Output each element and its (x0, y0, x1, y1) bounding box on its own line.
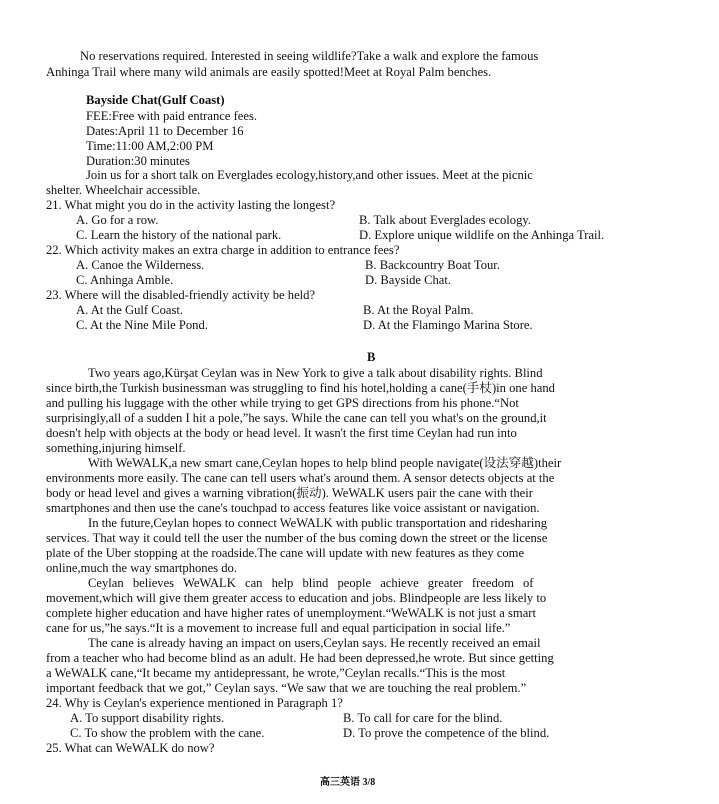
passage-line: complete higher education and have higher rates of unemployment.“WeWALK is not just a smart (46, 606, 536, 620)
option-c: C. At the Nine Mile Pond. (76, 318, 208, 332)
activity-description: Join us for a short talk on Everglades ecology,history,and other issues. Meet at the picnic (86, 168, 533, 182)
intro-line: No reservations required. Interested in seeing wildlife?Take a walk and explore the famous (80, 49, 539, 63)
passage-line: The cane is already having an impact on users,Ceylan says. He recently received an email (88, 636, 541, 650)
question-stem: 21. What might you do in the activity lasting the longest? (46, 198, 336, 212)
activity-description: shelter. Wheelchair accessible. (46, 183, 201, 197)
passage-line: smartphones and then use the cane's touchpad to access features like voice assistant or navigation. (46, 501, 540, 515)
option-d: D. At the Flamingo Marina Store. (363, 318, 533, 332)
option-a: A. To support disability rights. (70, 711, 225, 725)
passage-line: Two years ago,Kürşat Ceylan was in New York to give a talk about disability rights. Blind (88, 366, 543, 380)
passage-line: services. That way it could tell the user the number of the bus coming down the street or the license (46, 531, 548, 545)
passage-line: surprisingly,all of a sudden I hit a pole,”he says. While the cane can tell you what's on the ground,it (46, 411, 547, 425)
passage-line: something,injuring himself. (46, 441, 186, 455)
passage-line: With WeWALK,a new smart cane,Ceylan hopes to help blind people navigate(设法穿越)their (88, 456, 562, 470)
passage-line: environments more easily. The cane can tell users what's around them. A sensor detects objects at the (46, 471, 555, 485)
passage-line: a WeWALK cane,“It became my antidepressant, he wrote,”Ceylan recalls.“This is the most (46, 666, 506, 680)
passage-line: In the future,Ceylan hopes to connect WeWALK with public transportation and ridesharing (88, 516, 548, 530)
passage-line: Ceylan believes WeWALK can help blind people achieve greater freedom of (88, 576, 534, 590)
option-d: D. Bayside Chat. (365, 273, 452, 287)
activity-duration: Duration:30 minutes (86, 154, 190, 168)
option-b: B. To call for care for the blind. (343, 711, 503, 725)
passage-line: from a teacher who had become blind as an adult. He had been depressed,he wrote. But since getting (46, 651, 554, 665)
passage-line: doesn't help with objects at the body or head level. It wasn't the first time Ceylan had run into (46, 426, 517, 440)
question-stem: 24. Why is Ceylan's experience mentioned in Paragraph 1? (46, 696, 343, 710)
option-a: A. At the Gulf Coast. (76, 303, 184, 317)
activity-dates: Dates:April 11 to December 16 (86, 124, 244, 138)
option-c: C. Learn the history of the national park. (76, 228, 282, 242)
passage-line: since birth,the Turkish businessman was struggling to find his hotel,holding a cane(手杖)in one hand (46, 381, 555, 395)
passage-line: movement,which will give them greater access to education and jobs. Blindpeople are less likely to (46, 591, 547, 605)
option-c: C. To show the problem with the cane. (70, 726, 265, 740)
question-stem: 25. What can WeWALK do now? (46, 741, 215, 755)
option-d: D. To prove the competence of the blind. (343, 726, 550, 740)
option-c: C. Anhinga Amble. (76, 273, 174, 287)
passage-line: important feedback that we got,” Ceylan says. “We saw that we are touching the real problem.” (46, 681, 527, 695)
passage-line: plate of the Uber stopping at the roadside.The cane will update with new features as they come (46, 546, 525, 560)
passage-line: cane for us,”he says.“It is a movement to increase full and equal participation in social life.” (46, 621, 511, 635)
passage-line: online,much the way smartphones do. (46, 561, 237, 575)
question-stem: 23. Where will the disabled-friendly activity be held? (46, 288, 316, 302)
activity-time: Time:11:00 AM,2:00 PM (86, 139, 214, 153)
page-footer: 高三英语 3/8 (320, 777, 376, 788)
option-a: A. Canoe the Wilderness. (76, 258, 205, 272)
passage-line: and pulling his luggage with the other while trying to get GPS directions from his phone.“Not (46, 396, 519, 410)
activity-fee: FEE:Free with paid entrance fees. (86, 109, 257, 123)
activity-title: Bayside Chat(Gulf Coast) (86, 93, 225, 107)
passage-line: body or head level and gives a warning vibration(振动). WeWALK users pair the cane with their (46, 486, 533, 500)
option-d: D. Explore unique wildlife on the Anhinga Trail. (359, 228, 605, 242)
option-b: B. Talk about Everglades ecology. (359, 213, 532, 227)
option-b: B. Backcountry Boat Tour. (365, 258, 500, 272)
intro-line: Anhinga Trail where many wild animals are easily spotted!Meet at Royal Palm benches. (46, 65, 492, 79)
section-label: B (367, 350, 376, 364)
option-b: B. At the Royal Palm. (363, 303, 474, 317)
question-stem: 22. Which activity makes an extra charge in addition to entrance fees? (46, 243, 400, 257)
option-a: A. Go for a row. (76, 213, 159, 227)
